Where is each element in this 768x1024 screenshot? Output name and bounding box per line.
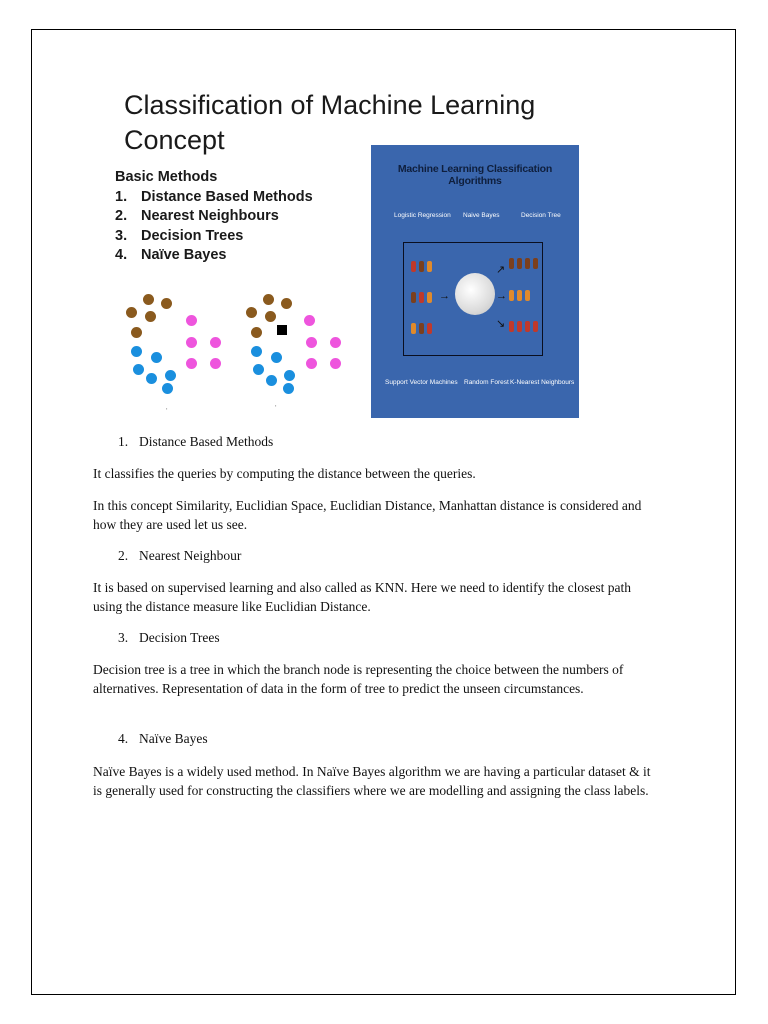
algo-label: Logistic Regression	[394, 212, 451, 219]
arrow-right-icon: →	[439, 290, 450, 302]
brown-point	[246, 307, 257, 318]
brown-point	[265, 311, 276, 322]
brown-point	[251, 327, 262, 338]
blue-point	[165, 370, 176, 381]
food-icon	[427, 292, 432, 303]
food-icon	[411, 323, 416, 334]
paragraph: Decision tree is a tree in which the branch node is representing the choice between the numbers of alternatives. Representation of data in the form of tree to predict the unseen circumstances.	[93, 662, 624, 696]
method-item: 3. Decision Trees	[115, 227, 244, 244]
food-icon	[419, 261, 424, 272]
ml-panel-title: Machine Learning Classification Algorithms	[397, 163, 553, 187]
query-point	[277, 325, 287, 335]
blue-point	[146, 373, 157, 384]
arrow-right-icon: ↘	[496, 318, 506, 330]
pink-point	[210, 358, 221, 369]
food-icon	[509, 290, 514, 301]
brown-point	[281, 298, 292, 309]
paragraph: In this concept Similarity, Euclidian Space, Euclidian Distance, Manhattan distance is considered and how they are used let us see.	[93, 498, 642, 532]
section-heading: 3. Decision Trees	[118, 630, 220, 645]
slide-title: Classification of Machine Learning Concept	[124, 90, 536, 155]
brown-point	[126, 307, 137, 318]
panel-caption: ▪	[166, 406, 168, 411]
food-icon	[427, 323, 432, 334]
pink-point	[330, 358, 341, 369]
section-heading: 1. Distance Based Methods	[118, 434, 274, 449]
food-icon	[517, 321, 522, 332]
food-icon	[533, 258, 538, 269]
blue-point	[151, 352, 162, 363]
brown-point	[161, 298, 172, 309]
brain-icon	[455, 273, 495, 315]
food-icon	[411, 261, 416, 272]
brown-point	[143, 294, 154, 305]
food-icon	[517, 290, 522, 301]
blue-point	[271, 352, 282, 363]
basic-methods-list	[115, 168, 313, 266]
section-heading: 4. Naïve Bayes	[118, 731, 208, 746]
food-icon	[411, 292, 416, 303]
cluster-scatter-illustration	[118, 290, 348, 415]
panel-caption: ▪	[275, 403, 277, 408]
food-icon	[525, 258, 530, 269]
food-icon	[533, 321, 538, 332]
method-item: 4. Naïve Bayes	[115, 247, 227, 263]
brown-point	[145, 311, 156, 322]
pink-point	[306, 337, 317, 348]
brown-point	[263, 294, 274, 305]
algo-label: Decision Tree	[521, 212, 561, 219]
blue-point	[283, 383, 294, 394]
food-icon	[427, 261, 432, 272]
food-icon	[525, 321, 530, 332]
blue-point	[253, 364, 264, 375]
arrow-right-icon: ↗	[496, 264, 506, 276]
blue-point	[266, 375, 277, 386]
pink-point	[186, 337, 197, 348]
algo-label: Random Forest	[464, 379, 509, 386]
basic-methods-heading: Basic Methods	[115, 169, 218, 185]
paragraph: Naïve Bayes is a widely used method. In Naïve Bayes algorithm we are having a particular dataset & it is generally used for constructing the classifiers where we are modelling and assigning the class labels.	[93, 764, 651, 798]
ml-algorithms-image	[371, 145, 579, 418]
paragraph: It classifies the queries by computing the distance between the queries.	[93, 466, 476, 481]
blue-point	[284, 370, 295, 381]
arrow-right-icon: →	[496, 290, 507, 302]
pink-point	[210, 337, 221, 348]
pink-point	[304, 315, 315, 326]
blue-point	[162, 383, 173, 394]
pink-point	[330, 337, 341, 348]
method-item: 1. Distance Based Methods	[115, 188, 313, 205]
food-icon	[419, 323, 424, 334]
paragraph: It is based on supervised learning and also called as KNN. Here we need to identify the closest path using the distance measure like Euclidian Distance.	[93, 580, 631, 614]
section-heading: 2. Nearest Neighbour	[118, 548, 242, 563]
food-icon	[517, 258, 522, 269]
pink-point	[186, 315, 197, 326]
blue-point	[133, 364, 144, 375]
food-icon	[509, 258, 514, 269]
algo-label: Support Vector Machines	[385, 379, 458, 386]
algo-label: Naive Bayes	[463, 212, 500, 219]
brown-point	[131, 327, 142, 338]
method-item: 2. Nearest Neighbours	[115, 208, 279, 224]
pink-point	[306, 358, 317, 369]
food-icon	[509, 321, 514, 332]
food-icon	[525, 290, 530, 301]
pink-point	[186, 358, 197, 369]
blue-point	[131, 346, 142, 357]
algo-label: K-Nearest Neighbours	[510, 379, 575, 386]
blue-point	[251, 346, 262, 357]
food-icon	[419, 292, 424, 303]
